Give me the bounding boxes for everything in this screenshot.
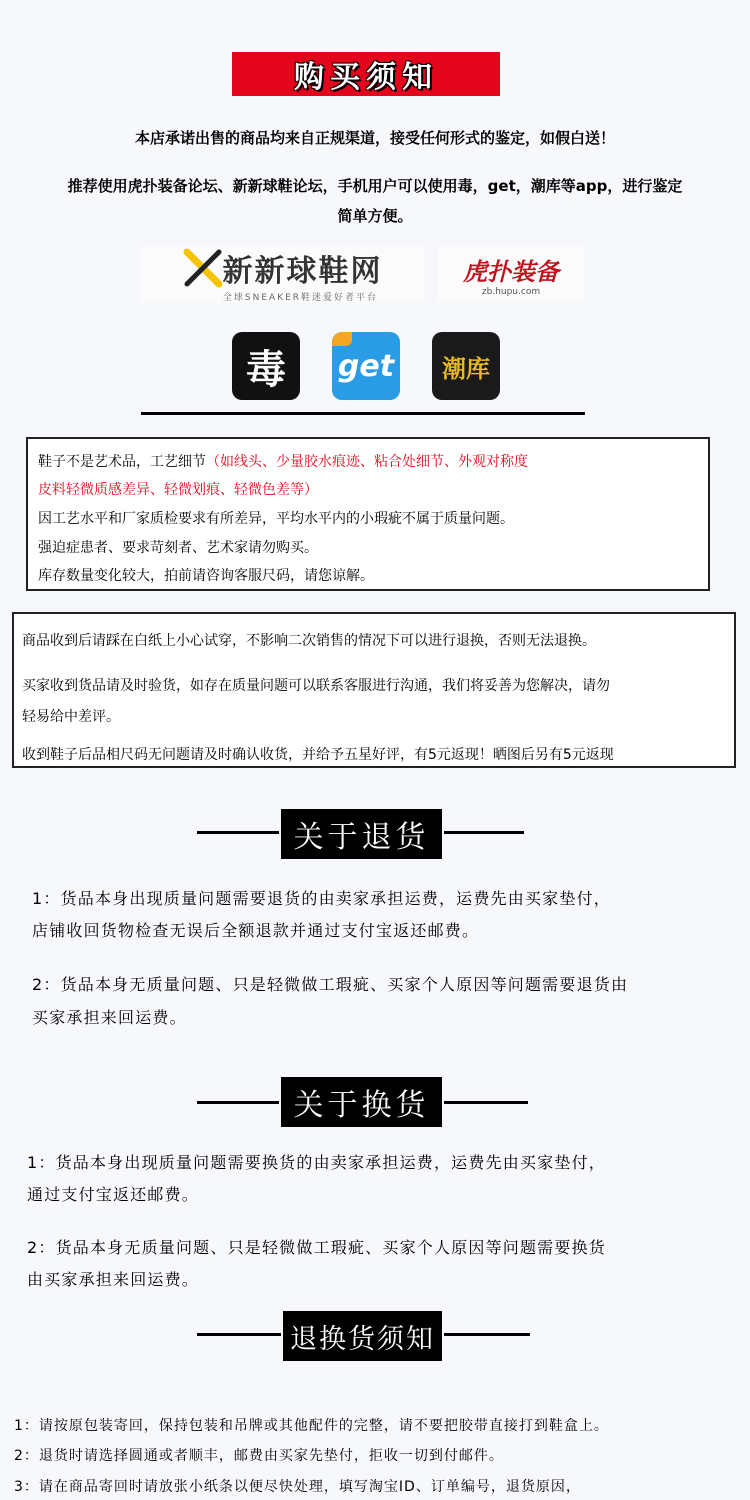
returns-title-right-line xyxy=(444,831,524,834)
returns-item-1-line-2: 店铺收回货物检查无误后全额退款并通过支付宝返还邮费。 xyxy=(32,921,480,940)
divider-line xyxy=(141,412,585,415)
get-app-ribbon xyxy=(332,332,352,346)
exchange-item-1-line-2: 通过支付宝返还邮费。 xyxy=(27,1185,200,1204)
quality-notice-line-2: 皮料轻微质感差异、轻微划痕、轻微色差等） xyxy=(38,482,318,498)
xinxin-sneaker-logo xyxy=(140,246,425,302)
xinxin-logo-subtitle: 全球SNEAKER鞋迷爱好者平台 xyxy=(222,292,379,303)
chaoku-app-icon: 潮库 xyxy=(432,332,500,400)
x-mark-icon xyxy=(183,248,223,288)
inspection-notice-line-3: 轻易给中差评。 xyxy=(22,709,120,725)
inspection-notice-line-1: 商品收到后请踩在白纸上小心试穿，不影响二次销售的情况下可以进行退换，否则无法退换。 xyxy=(22,633,596,649)
rules-title-left-line xyxy=(197,1333,281,1336)
page-title: 购买须知 xyxy=(294,60,438,95)
exchange-item-2-line-2: 由买家承担来回运费。 xyxy=(27,1270,200,1289)
inspection-notice-line-2: 买家收到货品请及时验货，如存在质量问题可以联系客服进行沟通，我们将妥善为您解决，请勿 xyxy=(22,678,610,694)
quality-notice-line-1: 鞋子不是艺术品，工艺细节（如线头、少量胶水痕迹、粘合处细节、外观对称度 xyxy=(38,454,528,470)
quality-notice-line-4: 强迫症患者、要求苛刻者、艺术家请勿购买。 xyxy=(38,540,318,556)
exchange-item-1-line-1: 1：货品本身出现质量问题需要换货的由卖家承担运费，运费先由买家垫付， xyxy=(27,1153,606,1172)
returns-section-title: 关于退货 xyxy=(281,809,442,859)
returns-item-1-line-1: 1：货品本身出现质量问题需要退货的由卖家承担运费，运费先由买家垫付， xyxy=(32,889,611,908)
exchange-title-right-line xyxy=(444,1101,528,1104)
quality-notice-line-3: 因工艺水平和厂家质检要求有所差异，平均水平内的小瑕疵不属于质量问题。 xyxy=(38,511,514,527)
hupu-logo-text: 虎扑装备 xyxy=(463,257,559,286)
intro-line-2: 推荐使用虎扑装备论坛、新新球鞋论坛，手机用户可以使用毒，get，潮库等app，进行鉴定 xyxy=(67,177,683,195)
xinxin-logo-text: 新新球鞋网 xyxy=(222,253,383,289)
quality-notice-box xyxy=(26,437,710,591)
exchange-title-left-line xyxy=(197,1101,279,1104)
returns-title-left-line xyxy=(197,831,279,834)
exchange-item-2-line-1: 2：货品本身无质量问题、只是轻微做工瑕疵、买家个人原因等问题需要换货 xyxy=(27,1238,606,1257)
returns-item-2-line-2: 买家承担来回运费。 xyxy=(32,1008,187,1027)
get-app-icon: get xyxy=(332,332,400,400)
hupu-zhuangbei-logo xyxy=(438,246,584,302)
quality-notice-line-5: 库存数量变化较大，拍前请咨询客服尺码，请您谅解。 xyxy=(38,568,374,584)
rules-item-2: 2：退货时请选择圆通或者顺丰，邮费由买家先垫付，拒收一切到付邮件。 xyxy=(14,1448,504,1464)
rules-section-title: 退换货须知 xyxy=(283,1311,442,1361)
rules-item-1: 1：请按原包装寄回，保持包装和吊牌或其他配件的完整，请不要把胶带直接打到鞋盒上。 xyxy=(14,1418,609,1434)
purchase-notice-title-bar xyxy=(232,52,500,96)
rules-title-right-line xyxy=(444,1333,530,1336)
hupu-logo-url: zb.hupu.com xyxy=(481,286,541,297)
exchange-section-title: 关于换货 xyxy=(281,1077,442,1127)
rules-item-3: 3：请在商品寄回时请放张小纸条以便尽快处理，填写淘宝ID、订单编号，退货原因， xyxy=(14,1479,581,1495)
inspection-notice-box xyxy=(12,612,736,768)
intro-line-3: 简单方便。 xyxy=(337,207,413,225)
du-app-icon: 毒 xyxy=(232,332,300,400)
intro-line-1: 本店承诺出售的商品均来自正规渠道，接受任何形式的鉴定，如假白送！ xyxy=(134,129,615,147)
inspection-notice-line-4: 收到鞋子后品相尺码无问题请及时确认收货，并给予五星好评，有5元返现！晒图后另有5元返现 xyxy=(22,747,614,763)
returns-item-2-line-1: 2：货品本身无质量问题、只是轻微做工瑕疵、买家个人原因等问题需要退货由 xyxy=(32,975,629,994)
